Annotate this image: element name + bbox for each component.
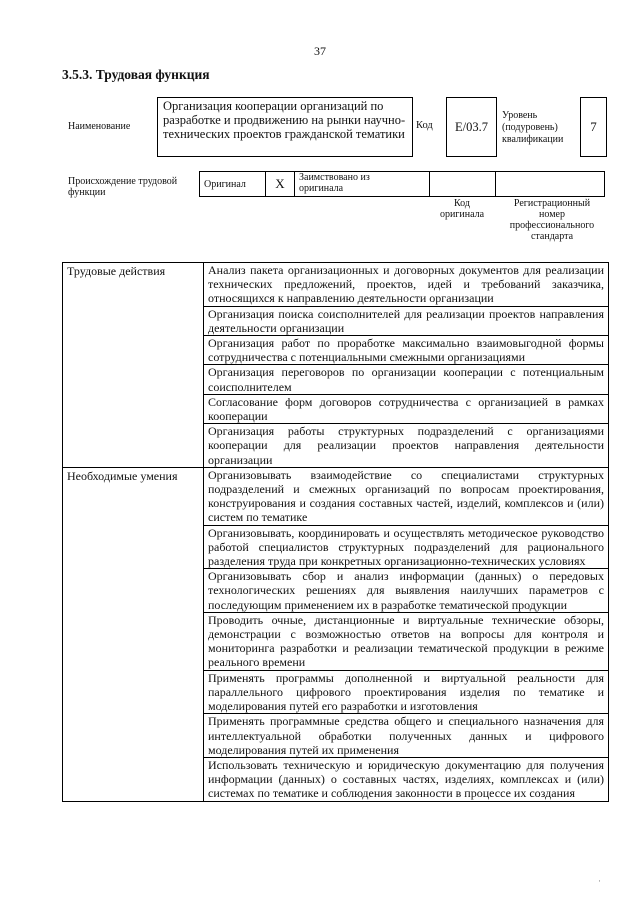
item-cell: Организовывать, координировать и осуществлять методическое руководство работой специалистов структурных подразделений для рационального разделения труда при конкретных организационно-технических условиях [204,525,609,569]
name-label: Наименование [68,121,131,132]
category-cell: Необходимые умения [63,467,204,801]
borrowed-label [295,172,430,197]
item-cell: Проводить очные, дистанционные и виртуальные технические обзоры, демонстрации с возможностью ответов на вопросы для контроля и мониторинга разработки и реализации тематической продукции в режиме реального времени [204,612,609,670]
corner-mark: · [598,876,601,886]
borrowed-label-line-1: Заимствовано из [299,172,370,183]
section-heading: 3.5.3. Трудовая функция [62,67,210,82]
original-label: Оригинал [200,172,266,197]
reg-caption-line-4: стандарта [530,231,574,242]
code-caption-line-2: оригинала [439,209,485,220]
origin-code-cell [430,172,496,197]
origin-label [68,176,177,198]
level-label-line-1: Уровень [502,110,538,121]
item-cell: Организация переговоров по организации кооперации с потенциальным соисполнителем [204,365,609,394]
item-cell: Применять программные средства общего и специального назначения для интеллектуальной обработки полученных данных и цифрового моделирования путей их применения [204,714,609,758]
level-label [502,110,563,146]
table-row [63,263,609,307]
origin-reg-cell [496,172,605,197]
level-box [580,97,607,157]
origin-label-line-1: Происхождение трудовой [68,176,178,187]
code-label: Код [416,120,433,131]
reg-caption-line-2: номер [539,209,565,220]
code-box [446,97,497,157]
reg-number-caption [500,198,604,242]
item-cell: Организация работы структурных подразделений с организациями кооперации для реализации проектов направления деятельности организации [204,424,609,468]
code-caption-line-1: Код [454,198,470,209]
reg-caption-line-3: профессионального [509,220,595,231]
level-label-line-2: (подуровень) [502,122,558,133]
function-name-box [157,97,413,157]
function-details-table [62,262,609,802]
page-number: 37 [314,44,326,58]
category-cell: Трудовые действия [63,263,204,468]
origin-label-line-2: функции [68,187,106,198]
original-mark: X [266,172,295,197]
level-value: 7 [590,119,597,134]
function-name-value: Организация кооперации организаций по разработке и продвижению на рынки научно-технических проектов гражданской тематики [163,99,406,141]
item-cell: Использовать техническую и юридическую документацию для получения информации (данных) о составных частях, изделиях, комплексах и (или) системах по тематике и соблюдения законности в процессе их создания [204,757,609,801]
item-cell: Организация поиска соисполнителей для реализации проектов направления деятельности организации [204,306,609,335]
origin-table [199,171,605,197]
item-cell: Организовывать взаимодействие со специалистами структурных подразделений и смежных организаций по вопросам проектирования, конструирования и создания составных частей, изделий, комплексов и (или) систем по тематике [204,467,609,525]
borrowed-label-line-2: оригинала [299,183,344,194]
level-label-line-3: квалификации [502,134,564,145]
item-cell: Применять программы дополненной и виртуальной реальности для параллельного цифрового проектирования изделия по тематике и моделирования путей его разработки и изготовления [204,670,609,714]
item-cell: Организовывать сбор и анализ информации (данных) о передовых технологических решениях для выявления наилучших параметров с последующим применением их в разработке тематической продукции [204,569,609,613]
item-cell: Организация работ по проработке максимально взаимовыгодной формы сотрудничества с потенциальными смежными организациями [204,336,609,365]
table-row [63,467,609,525]
code-value: E/03.7 [455,119,488,134]
code-caption [430,198,494,220]
reg-caption-line-1: Регистрационный [513,198,591,209]
item-cell: Анализ пакета организационных и договорных документов для реализации технических предложений, проектов, идей и требований заказчика, относящихся к направлению деятельности организации [204,263,609,307]
item-cell: Согласование форм договоров сотрудничества с организацией в рамках кооперации [204,394,609,423]
